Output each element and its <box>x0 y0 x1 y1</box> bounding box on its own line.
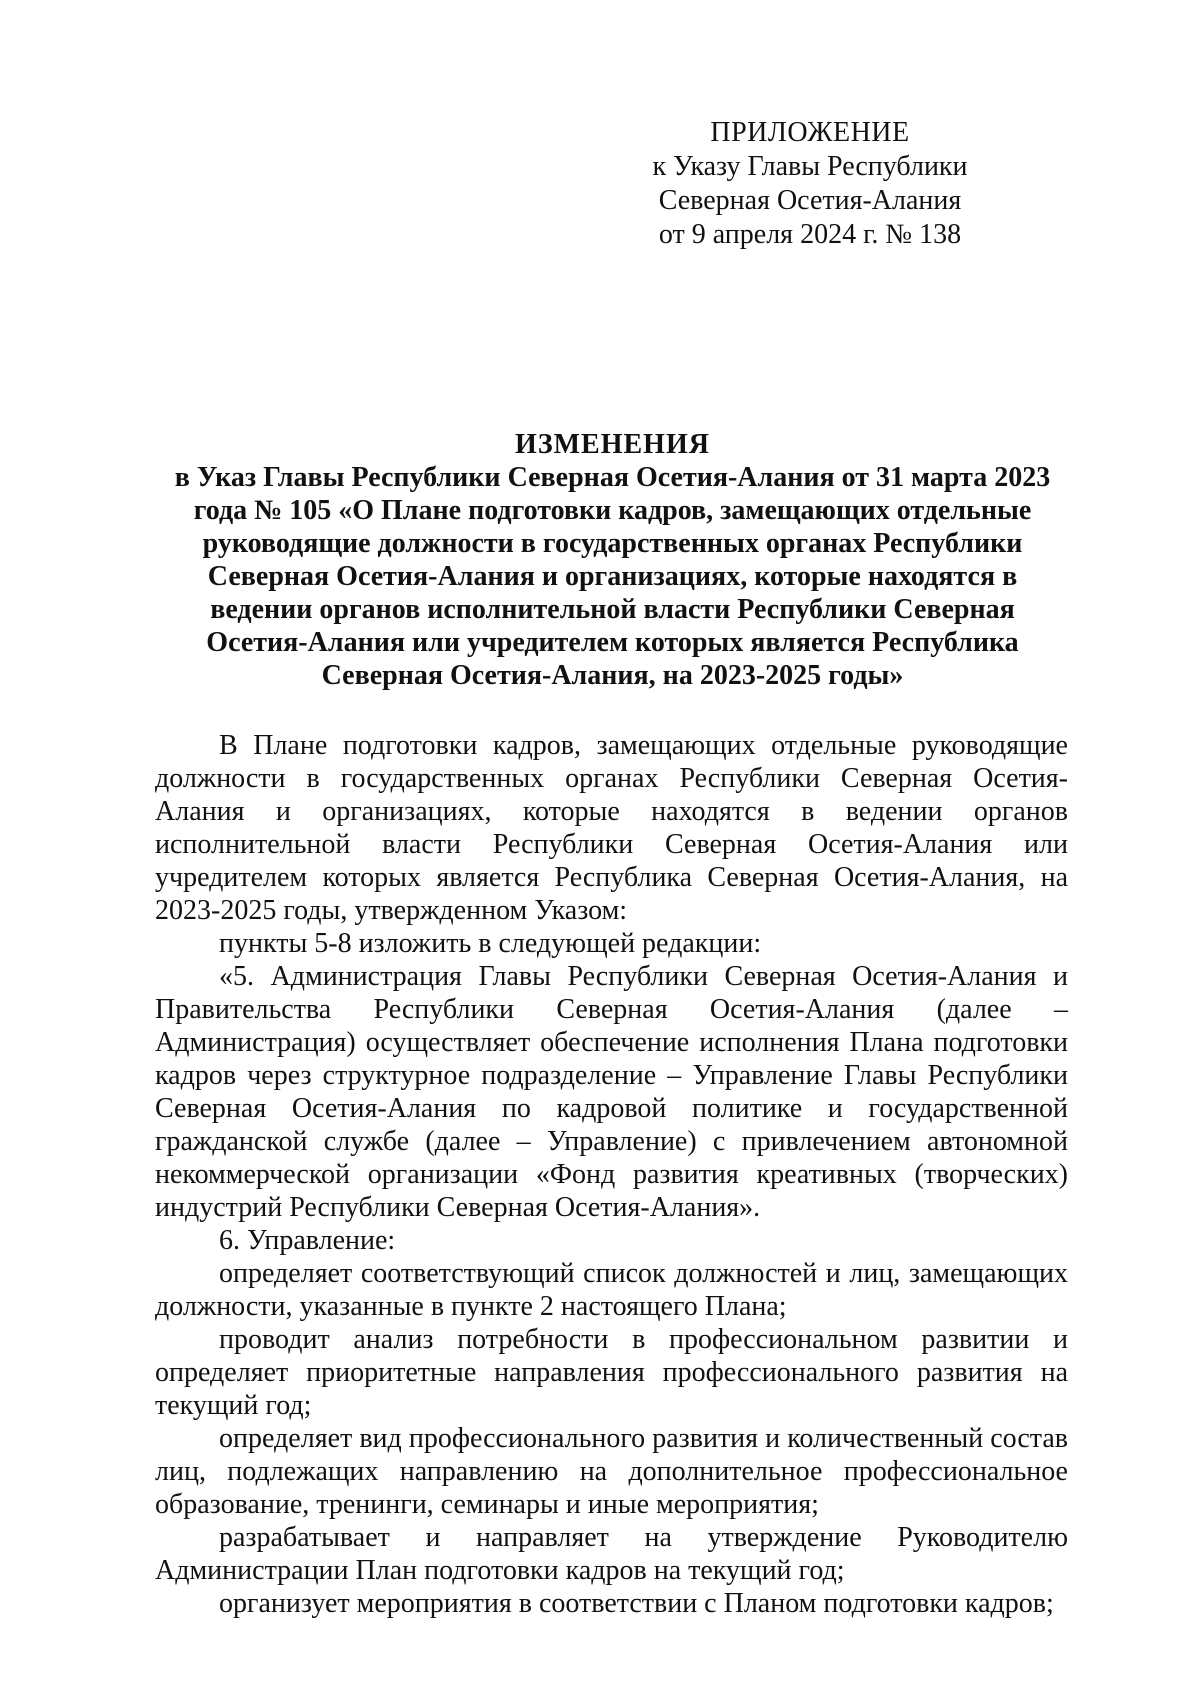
paragraph: В Плане подготовки кадров, замещающих отдельные руководящие должности в государственных органах Республики Северная Осетия-Алания и организациях, которые находятся в ведении органов исполнительной власти Республики Северная Осетия-Алания или учредителем которых является Республика Северная Осетия-Алания, на 2023-2025 годы, утвержденном Указом: <box>155 730 1068 926</box>
appendix-line: к Указу Главы Республики <box>652 151 968 182</box>
paragraph: определяет соответствующий список должностей и лиц, замещающих должности, указанные в пункте 2 настоящего Плана; <box>155 1258 1068 1322</box>
paragraph: определяет вид профессионального развития и количественный состав лиц, подлежащих направлению на дополнительное профессиональное образование, тренинги, семинары и иные мероприятия; <box>155 1423 1068 1520</box>
appendix-block <box>640 116 980 252</box>
appendix-line: от 9 апреля 2024 г. № 138 <box>658 219 962 250</box>
paragraph: разрабатывает и направляет на утверждение Руководителю Администрации План подготовки кадров на текущий год; <box>155 1522 1068 1586</box>
paragraph: «5. Администрация Главы Республики Северная Осетия-Алания и Правительства Республики Северная Осетия-Алания (далее – Администрация) осуществляет обеспечение исполнения Плана подготовки кадров через структурное подразделение – Управление Главы Республики Северная Осетия-Алания по кадровой политике и государственной гражданской службе (далее – Управление) с привлечением автономной некоммерческой организации «Фонд развития креативных (творческих) индустрий Республики Северная Осетия-Алания». <box>155 961 1068 1223</box>
paragraph: организует мероприятия в соответствии с Планом подготовки кадров; <box>219 1588 1054 1619</box>
document-heading <box>150 428 1075 692</box>
heading-title: ИЗМЕНЕНИЯ <box>515 429 710 460</box>
heading-subtitle: в Указ Главы Республики Северная Осетия-Алания от 31 марта 2023 года № 105 «О Плане подготовки кадров, замещающих отдельные руководящие должности в государственных органах Республики Северная Осетия-Алания и организациях, которые находятся в ведении органов исполнительной власти Республики Северная Осетия-Алания или учредителем которых является Республика Северная Осетия-Алания, на 2023-2025 годы» <box>174 462 1051 691</box>
paragraph: 6. Управление: <box>219 1225 396 1256</box>
paragraph: пункты 5-8 изложить в следующей редакции: <box>219 928 762 959</box>
appendix-title: ПРИЛОЖЕНИЕ <box>710 117 910 148</box>
appendix-line: Северная Осетия-Алания <box>658 185 962 216</box>
paragraph: проводит анализ потребности в профессиональном развитии и определяет приоритетные направления профессионального развития на текущий год; <box>155 1324 1068 1421</box>
document-body <box>155 729 1068 1620</box>
